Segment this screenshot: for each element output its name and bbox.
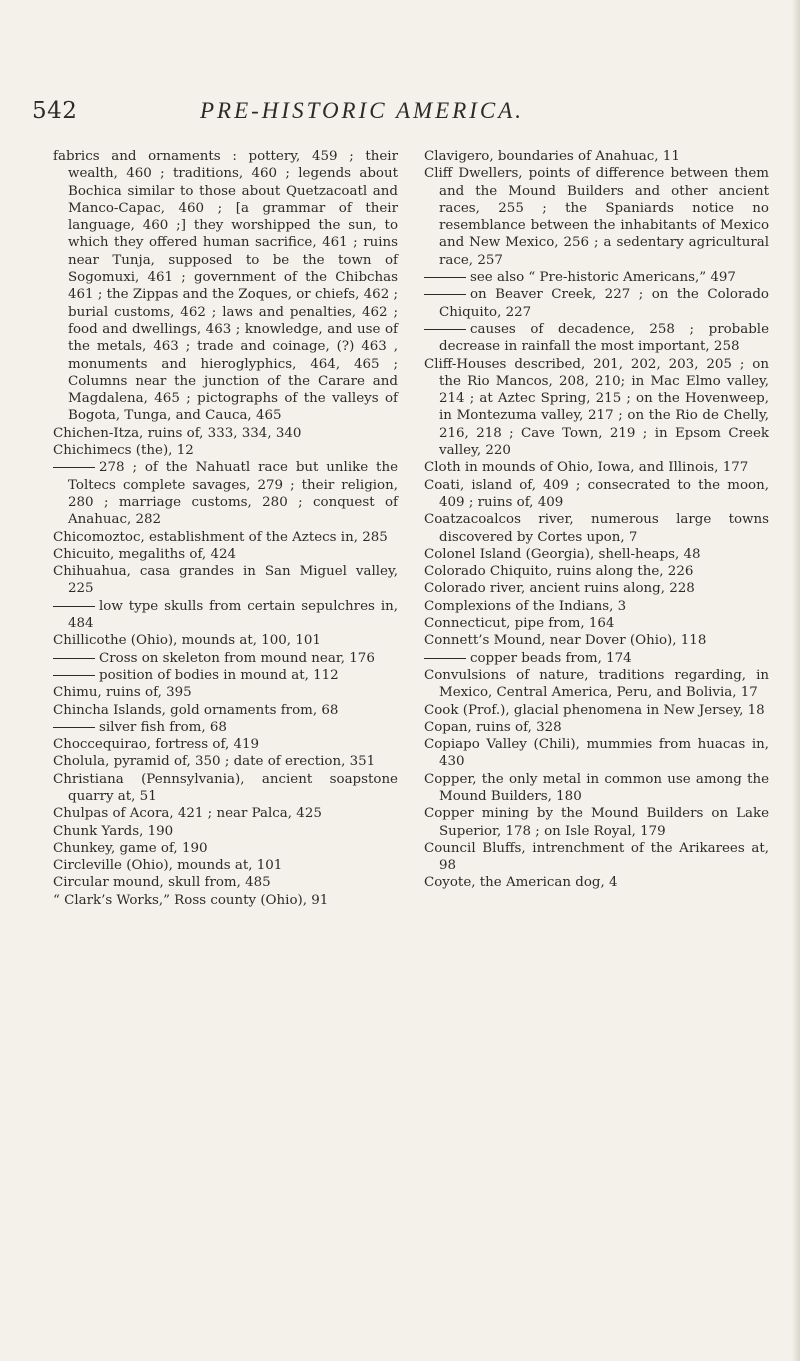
index-entry [53, 684, 398, 701]
index-entry [53, 805, 398, 822]
index-subentry [53, 719, 398, 736]
entry-text: Chunk Yards, 190 [53, 823, 174, 839]
index-entry [53, 857, 398, 874]
index-entry [53, 840, 398, 857]
entry-text: Cliff Dwellers, points of difference between them and the Mound Builders and other ancient races, 255 ; the Spaniards notice no resemblance between the inhabitants of Mexico and New Mexico, 256 ; a sedentary agricultural race, 257 [424, 166, 769, 268]
entry-text: Convulsions of nature, traditions regarding, in Mexico, Central America, Peru, and Bolivia, 17 [424, 667, 769, 701]
entry-text: Connett’s Mound, near Dover (Ohio), 118 [424, 633, 707, 649]
repeat-dash [53, 675, 95, 676]
repeat-dash [424, 294, 466, 295]
entry-text: Council Bluffs, intrenchment of the Arikarees at, 98 [424, 840, 769, 874]
index-entry [424, 598, 769, 615]
entry-text: Copan, ruins of, 328 [424, 719, 562, 735]
index-entry [53, 702, 398, 719]
entry-text: Cliff-Houses described, 201, 202, 203, 205 ; on the Rio Mancos, 208, 210; in Mac Elmo valley, 214 ; at Aztec Spring, 215 ; on the Hovenweep, in Montezuma valley, 217 ; on the Rio de Chelly, 216, 218 ; Cave Town, 219 ; in Epsom Creek valley, 220 [424, 356, 769, 459]
entry-text: Colonel Island (Georgia), shell-heaps, 48 [424, 546, 701, 562]
index-entry [424, 771, 769, 806]
entry-text: Coatzacoalcos river, numerous large towns discovered by Cortes upon, 7 [424, 512, 769, 545]
index-entry [424, 874, 769, 891]
index-entry [424, 563, 769, 580]
index-entry [424, 148, 769, 165]
index-entry [53, 753, 398, 770]
index-entry [53, 874, 398, 891]
entry-text: Colorado river, ancient ruins along, 228 [424, 581, 695, 597]
repeat-dash [53, 467, 95, 468]
entry-text: “ Clark’s Works,” Ross county (Ohio), 91 [53, 892, 329, 908]
index-subentry [424, 650, 769, 667]
index-entry [424, 165, 769, 269]
index-entry [424, 356, 769, 460]
entry-text: Coati, island of, 409 ; consecrated to the moon, 409 ; ruins of, 409 [424, 477, 769, 510]
entry-text: Chicomoztoc, establishment of the Aztecs in, 285 [53, 529, 388, 545]
index-entry [424, 615, 769, 632]
index-entry [424, 546, 769, 563]
page-spine-shadow [792, 0, 800, 1361]
index-column-left [53, 148, 398, 909]
entry-text: Cross on skeleton from mound near, 176 [99, 650, 375, 666]
entry-text: Complexions of the Indians, 3 [424, 598, 627, 614]
entry-text: Chichen-Itza, ruins of, 333, 334, 340 [53, 425, 302, 441]
entry-text: Circleville (Ohio), mounds at, 101 [53, 858, 283, 874]
entry-text: Chincha Islands, gold ornaments from, 68 [53, 702, 339, 718]
index-subentry [424, 286, 769, 321]
page-number: 542 [32, 98, 78, 124]
index-entry [424, 459, 769, 476]
entry-text: Christiana (Pennsylvania), ancient soapstone quarry at, 51 [53, 771, 398, 804]
repeat-dash [424, 658, 466, 659]
index-entry [53, 563, 398, 598]
repeat-dash [424, 277, 466, 278]
entry-text: Circular mound, skull from, 485 [53, 875, 271, 891]
index-entry [424, 632, 769, 649]
entry-text: Chihuahua, casa grandes in San Miguel valley, 225 [53, 564, 398, 597]
index-entry [53, 632, 398, 649]
index-column-right [424, 148, 769, 892]
entry-text: Clavigero, boundaries of Anahuac, 11 [424, 149, 680, 164]
index-entry [53, 892, 398, 909]
entry-text: Connecticut, pipe from, 164 [424, 616, 615, 632]
entry-text: copper beads from, 174 [470, 650, 632, 666]
entry-text: Chunkey, game of, 190 [53, 840, 208, 856]
index-entry [53, 425, 398, 442]
index-subentry [424, 321, 769, 356]
index-entry [424, 736, 769, 771]
entry-text: see also “ Pre-historic Americans,” 497 [470, 270, 736, 286]
index-entry [53, 148, 398, 425]
entry-text: silver fish from, 68 [99, 719, 227, 735]
index-subentry [53, 667, 398, 684]
entry-text: Colorado Chiquito, ruins along the, 226 [424, 564, 694, 580]
index-subentry [53, 598, 398, 633]
entry-text: causes of decadence, 258 ; probable decrease in rainfall the most important, 258 [439, 321, 769, 355]
entry-text: Copiapo Valley (Chili), mummies from huacas in, 430 [424, 737, 769, 770]
entry-text: Chicuito, megaliths of, 424 [53, 546, 237, 562]
entry-text: Copper, the only metal in common use among the Mound Builders, 180 [424, 771, 769, 804]
running-title: PRE-HISTORIC AMERICA. [200, 98, 525, 123]
index-entry [53, 442, 398, 459]
entry-text: Chillicothe (Ohio), mounds at, 100, 101 [53, 633, 321, 649]
entry-text: Chichimecs (the), 12 [53, 443, 194, 459]
index-entry [424, 667, 769, 702]
index-subentry [53, 459, 398, 528]
repeat-dash [424, 329, 466, 330]
entry-text: Choccequirao, fortress of, 419 [53, 737, 260, 753]
index-entry [424, 477, 769, 512]
repeat-dash [53, 606, 95, 607]
index-subentry [53, 650, 398, 667]
index-entry [424, 511, 769, 546]
index-entry [424, 805, 769, 840]
entry-text: Chimu, ruins of, 395 [53, 685, 192, 701]
entry-text: low type skulls from certain sepulchres in, 484 [68, 598, 398, 632]
index-entry [53, 771, 398, 806]
entry-text: Cook (Prof.), glacial phenomena in New Jersey, 18 [424, 702, 765, 718]
index-entry [53, 736, 398, 753]
entry-text: 278 ; of the Nahuatl race but unlike the Toltecs complete savages, 279 ; their religion, 280 ; marriage customs, 280 ; conquest of Anahuac, 282 [68, 460, 398, 528]
entry-text: Coyote, the American dog, 4 [424, 875, 618, 891]
entry-text: Cholula, pyramid of, 350 ; date of erection, 351 [53, 754, 376, 770]
entry-text: fabrics and ornaments : pottery, 459 ; their wealth, 460 ; traditions, 460 ; legends about Bochica similar to those about Quetzacoatl and Manco-Capac, 460 ; [a grammar of their language, 460 ;] they worshipped the sun, to which they offered human sacrifice, 461 ; ruins near Tunja, supposed to be the town of Sogomuxi, 461 ; government of the Chibchas 461 ; the Zippas and the Zoques, or chiefs, 462 ; burial customs, 462 ; laws and penalties, 462 ; food and dwellings, 463 ; knowledge, and use of the metals, 463 ; trade and coinage, (?) 463 , monuments and hieroglyphics, 464, 465 ; Columns near the junction of the Carare and Magdalena, 465 ; pictographs of the valleys of Bogota, Tunga, and Cauca, 465 [53, 149, 398, 424]
entry-text: position of bodies in mound at, 112 [99, 667, 339, 683]
entry-text: Cloth in mounds of Ohio, Iowa, and Illinois, 177 [424, 460, 749, 476]
index-entry [424, 719, 769, 736]
index-entry [53, 529, 398, 546]
index-entry [424, 702, 769, 719]
index-entry [424, 580, 769, 597]
entry-text: on Beaver Creek, 227 ; on the Colorado Chiquito, 227 [439, 287, 769, 320]
repeat-dash [53, 658, 95, 659]
index-subentry [424, 269, 769, 286]
index-entry [53, 823, 398, 840]
index-entry [424, 840, 769, 875]
repeat-dash [53, 727, 95, 728]
index-entry [53, 546, 398, 563]
entry-text: Copper mining by the Mound Builders on Lake Superior, 178 ; on Isle Royal, 179 [424, 806, 769, 839]
entry-text: Chulpas of Acora, 421 ; near Palca, 425 [53, 806, 322, 822]
